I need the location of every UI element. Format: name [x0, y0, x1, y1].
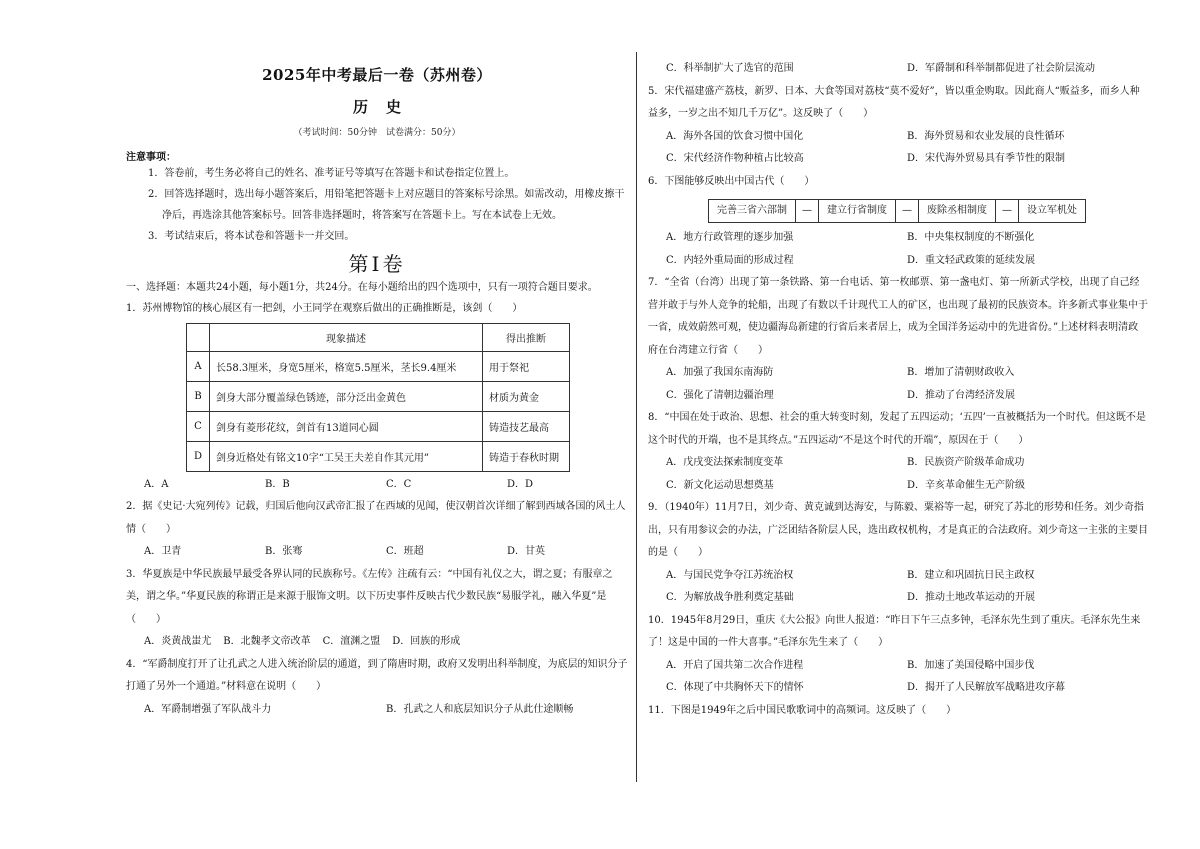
option-b[interactable]: B．增加了清朝财政收入	[907, 367, 1015, 378]
flow-step: 建立行省制度	[818, 199, 896, 223]
option-b[interactable]: B．海外贸易和农业发展的良性循环	[907, 130, 1065, 142]
table-cell: 剑身有菱形花纹，剑首有13道同心圆	[210, 411, 483, 441]
table-cell: 铸造技艺最高	[483, 411, 570, 441]
question-5-stem: 5．宋代福建盛产荔枝，新罗、日本、大食等国对荔枝“莫不爱好”，皆以重金购取。因此商人“贩益多，而乡人种益多，一岁之出不知几千万亿”。这反映了（ ）	[648, 85, 1140, 119]
question-10-stem: 10．1945年8月29日，重庆《大公报》向世人报道：“昨日下午三点多钟，毛泽东先生到了重庆。毛泽东先生来了！这是中国的一件大喜事。”毛泽东先生来了（ ）	[648, 614, 1141, 648]
option-d[interactable]: D．重文轻武政策的延续发展	[907, 254, 1036, 266]
table-row	[187, 381, 570, 411]
option-a[interactable]: A．海外各国的饮食习惯中国化	[666, 130, 804, 142]
table-cell: D	[187, 441, 210, 471]
question-1-stem: 1．苏州博物馆的核心展区有一把剑，小王同学在观察后做出的正确推断是，该剑（ ）	[126, 303, 523, 314]
flow-connector: —	[896, 199, 918, 223]
table-cell: 铸造于春秋时期	[483, 441, 570, 471]
option-c[interactable]: C．新文化运动思想奠基	[666, 479, 774, 491]
option-c[interactable]: C．内轻外重局面的形成过程	[666, 254, 794, 266]
table-header-cell: 得出推断	[483, 323, 570, 351]
option-a[interactable]: A．加强了我国东南海防	[666, 367, 774, 378]
question-6-options	[648, 250, 1148, 273]
option-d[interactable]: D．甘英	[507, 546, 546, 557]
question-9-options	[648, 587, 1148, 610]
question-10-options	[648, 655, 1148, 678]
table-row	[187, 351, 570, 381]
option-a[interactable]: A．炎黄战蚩尤	[144, 636, 212, 647]
table-cell: 材质为黄金	[483, 381, 570, 411]
flow-step: 完善三省六部制	[708, 199, 796, 223]
option-a[interactable]: A．地方行政管理的逐步加强	[666, 232, 794, 243]
option-c[interactable]: C．宋代经济作物种植占比较高	[666, 153, 804, 164]
right-column	[648, 58, 1148, 722]
option-c[interactable]: C．班超	[386, 546, 424, 557]
question-9-stem: 9．（1940年）11月7日，刘少奇、黄克诚到达海安，与陈毅、粟裕等一起，研究了苏北的形势和任务。刘少奇指出，只有用参议会的办法，广泛团结各阶层人民，选出政权机构，才是真正的合法政府。刘少奇这一主张的主要目的是（ ）	[648, 502, 1148, 558]
option-a[interactable]: A．开启了国共第二次合作进程	[666, 659, 804, 671]
table-row	[187, 411, 570, 441]
question-7-stem: 7．“全省（台湾）出现了第一条铁路、第一台电话、第一枚邮票、第一盏电灯、第一所新式学校，出现了自己经营并敢于与外人竞争的轮船，出现了有数以千计现代工人的矿区，也出现了最初的民族资本。许多新式事业集中于一省，成效蔚然可观，使边疆海岛新建的行省后来者居上，成为全国洋务运动中的先进省份。”上述材料表明清政府在台湾建立行省（ ）	[648, 277, 1148, 356]
option-b[interactable]: B．加速了美国侵略中国步伐	[907, 659, 1035, 671]
notice-item: 2．回答选择题时，选出每小题答案后，用铅笔把答题卡上对应题目的答案标号涂黑。如需改动，用橡皮擦干净后，再选涂其他答案标号。回答非选择题时，将答案写在答题卡上。写在本试卷上无效。	[148, 189, 625, 221]
option-d[interactable]: D．推动了台湾经济发展	[907, 389, 1016, 401]
question-7-options	[648, 385, 1148, 408]
table-cell: B	[187, 381, 210, 411]
exam-title: 2025年中考最后一卷（苏州卷）	[262, 66, 492, 84]
question-3-stem: 3．华夏族是中华民族最早最受各界认同的民族称号。《左传》注疏有云：“中国有礼仪之大，谓之夏；有服章之美，谓之华。”华夏民族的称谓正是来源于服饰文明。以下历史事件反映古代少数民族“易服学礼，融入华夏”是（ ）	[126, 568, 613, 625]
section-intro: 一、选择题：本题共24小题，每小题1分，共24分。在每小题给出的四个选项中，只有一项符合题目要求。	[126, 282, 598, 293]
question-5-options	[648, 148, 1148, 171]
question-6-options	[648, 227, 1148, 250]
question-1-options	[126, 474, 628, 497]
question-4-options	[126, 699, 628, 722]
flow-connector: —	[796, 199, 818, 223]
table-row	[187, 441, 570, 471]
question-1-table	[186, 323, 570, 472]
option-b[interactable]: B．建立和巩固抗日民主政权	[907, 569, 1035, 581]
flow-step: 设立军机处	[1018, 199, 1086, 223]
option-d[interactable]: D．辛亥革命催生无产阶级	[907, 479, 1026, 491]
option-a[interactable]: A．A	[144, 478, 169, 490]
table-header-row	[187, 323, 570, 351]
option-b[interactable]: B．B	[265, 478, 290, 490]
question-6-flowchart	[708, 199, 1148, 223]
option-d[interactable]: D．军爵制和科举制都促进了社会阶层流动	[907, 63, 1096, 74]
table-header-cell: 现象描述	[210, 323, 483, 351]
option-c[interactable]: C．C	[386, 478, 412, 490]
flow-step: 废除丞相制度	[918, 199, 996, 223]
option-c[interactable]: C．强化了清朝边疆治理	[666, 389, 774, 401]
table-cell: A	[187, 351, 210, 381]
option-d[interactable]: D．推动土地改革运动的开展	[907, 592, 1036, 603]
question-6-stem: 6．下图能够反映出中国古代（ ）	[648, 175, 815, 187]
notice-item: 1．答卷前，考生务必将自己的姓名、准考证号等填写在答题卡和试卷指定位置上。	[148, 168, 515, 179]
option-d[interactable]: D．揭开了人民解放军战略进攻序幕	[907, 682, 1066, 693]
option-c[interactable]: C．澶渊之盟	[322, 636, 381, 647]
table-cell: 长58.3厘米，身宽5厘米，格宽5.5厘米，茎长9.4厘米	[210, 351, 483, 381]
table-header-cell	[187, 323, 210, 351]
option-a[interactable]: A．与国民党争夺江苏统治权	[666, 569, 794, 581]
table-cell: C	[187, 411, 210, 441]
question-8-stem: 8．“中国在处于政治、思想、社会的重大转变时刻，发起了五四运动；‘五四’一直被概括为一个时代。但这既不是这个时代的开端，也不是其终点。”五四运动“不是这个时代的开端”，原因在于（ ）	[648, 412, 1146, 446]
exam-info: （考试时间：50分钟 试卷满分：50分）	[293, 128, 461, 138]
question-11-stem: 11．下图是1949年之后中国民歌歌词中的高频词。这反映了（ ）	[648, 704, 957, 716]
column-divider	[636, 52, 637, 782]
table-cell: 剑身近格处有铭文10字“工吴王夫差自作其元用”	[210, 441, 483, 471]
question-10-options	[648, 677, 1148, 700]
option-a[interactable]: A．卫青	[144, 546, 182, 557]
option-b[interactable]: B．孔武之人和底层知识分子从此仕途顺畅	[386, 703, 574, 715]
question-2-options	[126, 541, 628, 564]
question-5-options	[648, 126, 1148, 149]
option-c[interactable]: C．体现了中共胸怀天下的情怀	[666, 682, 804, 693]
question-9-options	[648, 565, 1148, 588]
table-cell: 用于祭祀	[483, 351, 570, 381]
question-4-stem: 4．“军爵制度打开了让孔武之人进入统治阶层的通道，到了隋唐时期，政府又发明出科举制度，为底层的知识分子打通了另外一个通道。”材料意在说明（ ）	[126, 658, 628, 692]
option-a[interactable]: A．军爵制增强了军队战斗力	[144, 703, 272, 715]
option-b[interactable]: B．民族资产阶级革命成功	[907, 457, 1025, 468]
table-cell: 剑身大部分覆盖绿色锈迹，部分泛出金黄色	[210, 381, 483, 411]
notice-item: 3．考试结束后，将本试卷和答题卡一并交回。	[148, 231, 355, 242]
section-title: 第Ⅰ卷	[348, 252, 406, 276]
option-b[interactable]: B．中央集权制度的不断强化	[907, 232, 1035, 243]
left-column	[126, 60, 628, 721]
subject-title: 历史	[352, 98, 419, 116]
question-4-options-cont	[648, 58, 1148, 81]
question-2-stem: 2．据《史记·大宛列传》记载，归国后他向汉武帝汇报了在西域的见闻，使汉朝首次详细了解到西域各国的风土人情（ ）	[126, 501, 626, 535]
option-d[interactable]: D．D	[507, 478, 534, 490]
question-7-options	[648, 362, 1148, 385]
question-8-options	[648, 452, 1148, 475]
option-a[interactable]: A．戊戌变法探索制度变革	[666, 457, 784, 468]
option-d[interactable]: D．回族的形成	[392, 636, 461, 647]
option-b[interactable]: B．张骞	[265, 546, 303, 557]
option-c[interactable]: C．科举制扩大了选官的范围	[666, 63, 794, 74]
option-c[interactable]: C．为解放战争胜利奠定基础	[666, 592, 794, 603]
option-b[interactable]: B．北魏孝文帝改革	[223, 636, 311, 647]
option-d[interactable]: D．宋代海外贸易具有季节性的限制	[907, 153, 1066, 164]
flow-connector: —	[996, 199, 1018, 223]
question-8-options	[648, 475, 1148, 498]
question-3-options	[126, 631, 628, 654]
notice-title: 注意事项：	[126, 152, 176, 163]
